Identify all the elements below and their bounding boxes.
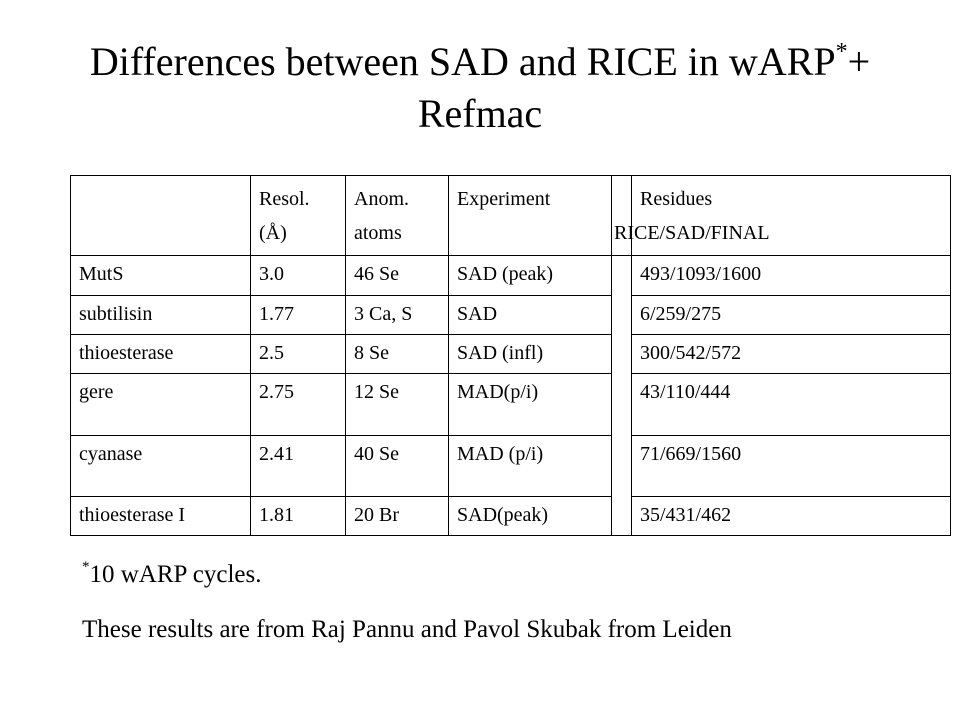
table-row bbox=[71, 296, 951, 335]
cell-resolution: 2.41 bbox=[251, 436, 346, 497]
cell-experiment: SAD bbox=[449, 296, 612, 335]
cell-protein: cyanase bbox=[71, 436, 251, 497]
cell-resolution: 2.75 bbox=[251, 374, 346, 436]
header-resolution-line1: Resol. bbox=[259, 188, 310, 210]
cell-protein: thioesterase I bbox=[71, 497, 251, 536]
cell-anom-atoms: 46 Se bbox=[346, 256, 449, 296]
cell-residues: 300/542/572 bbox=[632, 335, 951, 374]
column-spacer bbox=[612, 374, 632, 436]
column-spacer bbox=[612, 296, 632, 335]
cell-experiment: SAD (infl) bbox=[449, 335, 612, 374]
slide-title bbox=[40, 36, 920, 140]
title-asterisk: * bbox=[835, 39, 848, 65]
cell-experiment: SAD(peak) bbox=[449, 497, 612, 536]
column-spacer bbox=[612, 256, 632, 296]
title-main-text: Differences between SAD and RICE in wARP bbox=[89, 39, 836, 84]
cell-resolution: 1.81 bbox=[251, 497, 346, 536]
cell-resolution: 3.0 bbox=[251, 256, 346, 296]
column-spacer bbox=[612, 497, 632, 536]
table-row bbox=[71, 497, 951, 536]
title-line1 bbox=[90, 39, 870, 84]
cell-protein: thioesterase bbox=[71, 335, 251, 374]
column-spacer bbox=[612, 436, 632, 497]
header-residues-line2: RICE/SAD/FINAL bbox=[614, 222, 770, 244]
cell-protein: MutS bbox=[71, 256, 251, 296]
cell-resolution: 1.77 bbox=[251, 296, 346, 335]
cell-anom-atoms: 8 Se bbox=[346, 335, 449, 374]
header-anom-line1: Anom. bbox=[354, 188, 409, 210]
cell-residues: 71/669/1560 bbox=[632, 436, 951, 497]
credit-note: These results are from Raj Pannu and Pavol Skubak from Leiden bbox=[82, 616, 732, 643]
cell-protein: subtilisin bbox=[71, 296, 251, 335]
header-residues bbox=[614, 176, 951, 256]
table-row bbox=[71, 256, 951, 296]
footnote-asterisk: * bbox=[82, 559, 90, 575]
results-table bbox=[70, 175, 951, 536]
cell-anom-atoms: 3 Ca, S bbox=[346, 296, 449, 335]
footnote bbox=[82, 558, 261, 592]
cell-anom-atoms: 12 Se bbox=[346, 374, 449, 436]
cell-residues: 43/110/444 bbox=[632, 374, 951, 436]
column-spacer bbox=[612, 335, 632, 374]
table-row bbox=[71, 436, 951, 497]
header-experiment: Experiment bbox=[449, 176, 612, 256]
header-anom-line2: atoms bbox=[354, 222, 402, 244]
header-protein bbox=[71, 176, 251, 256]
cell-residues: 35/431/462 bbox=[632, 497, 951, 536]
title-line2: Refmac bbox=[417, 91, 543, 136]
cell-experiment: SAD (peak) bbox=[449, 256, 612, 296]
cell-experiment: MAD (p/i) bbox=[449, 436, 612, 497]
cell-protein: gere bbox=[71, 374, 251, 436]
table-header-row bbox=[71, 176, 951, 256]
header-resolution-line2: (Å) bbox=[259, 222, 287, 244]
header-resolution bbox=[251, 176, 346, 256]
header-anomalous-atoms bbox=[346, 176, 449, 256]
title-plus: + bbox=[847, 39, 871, 84]
table-row bbox=[71, 335, 951, 374]
footnote-text: 10 wARP cycles. bbox=[89, 561, 262, 588]
header-residues-line1: Residues bbox=[640, 188, 713, 210]
cell-anom-atoms: 20 Br bbox=[346, 497, 449, 536]
cell-anom-atoms: 40 Se bbox=[346, 436, 449, 497]
table-row bbox=[71, 374, 951, 436]
cell-resolution: 2.5 bbox=[251, 335, 346, 374]
cell-experiment: MAD(p/i) bbox=[449, 374, 612, 436]
cell-residues: 493/1093/1600 bbox=[632, 256, 951, 296]
cell-residues: 6/259/275 bbox=[632, 296, 951, 335]
